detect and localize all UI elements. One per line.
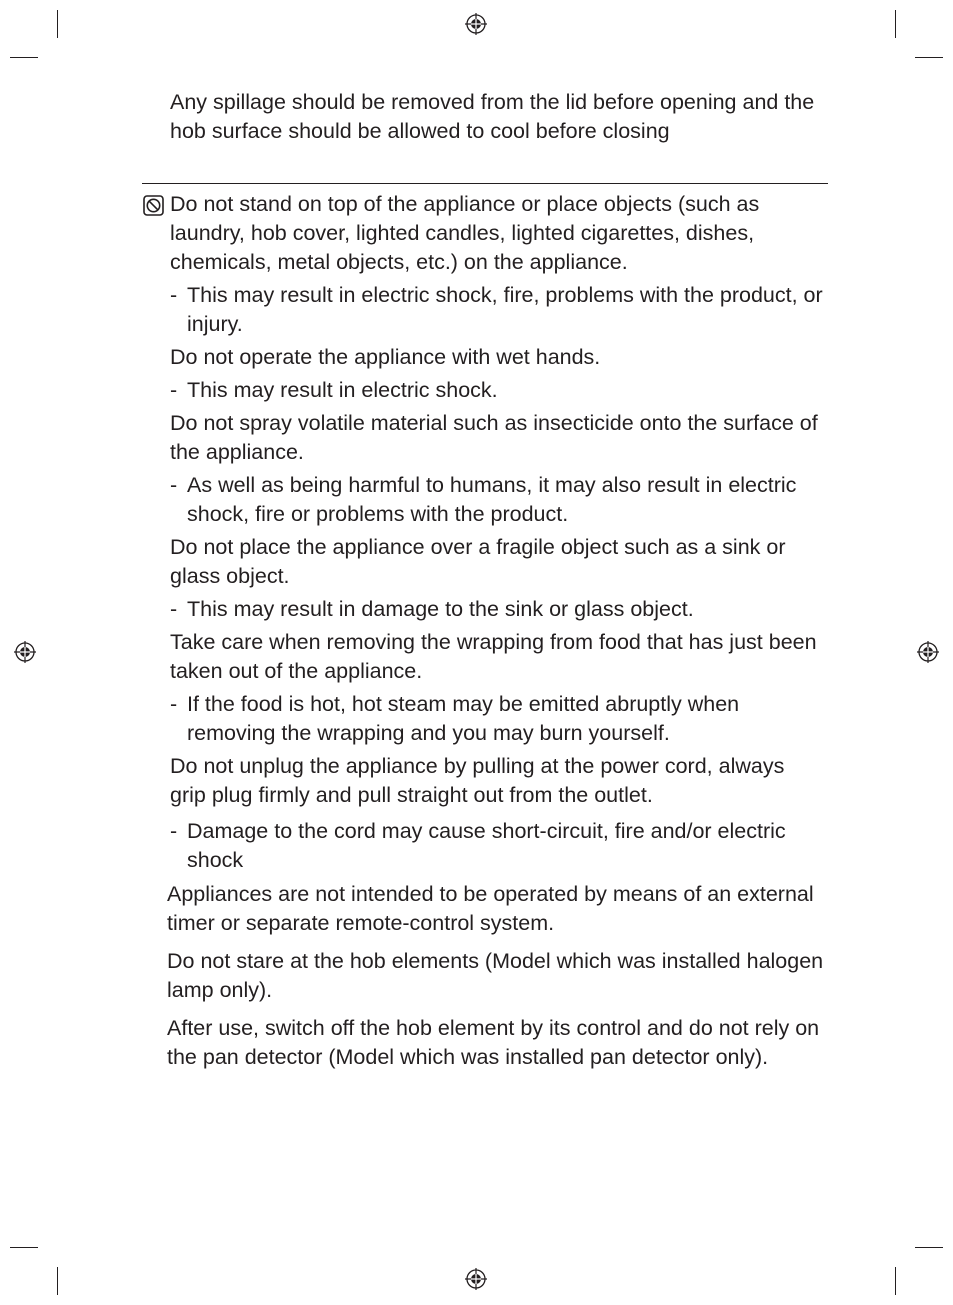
crop-mark xyxy=(57,1267,58,1295)
warning-list xyxy=(170,190,825,875)
section-divider xyxy=(142,183,828,184)
warning-note: - This may result in electric shock. xyxy=(170,378,498,402)
notice-text: After use, switch off the hob element by its control and do not rely on the pan detector (Model which was installed pan detector only). xyxy=(167,1016,820,1069)
crop-mark xyxy=(10,57,38,58)
warning-note: - This may result in damage to the sink or glass object. xyxy=(170,597,694,621)
warning-text: Do not unplug the appliance by pulling at the power cord, always grip plug firmly and pull straight out from the outlet. xyxy=(170,754,785,807)
warning-text: Do not operate the appliance with wet hands. xyxy=(170,345,601,369)
warning-item xyxy=(170,190,825,339)
warning-text: Do not place the appliance over a fragile object such as a sink or glass object. xyxy=(170,535,786,588)
warning-item xyxy=(170,533,825,624)
warning-note: - If the food is hot, hot steam may be emitted abruptly when removing the wrapping and you may burn yourself. xyxy=(170,692,740,745)
notice-paragraph xyxy=(167,1014,827,1072)
registration-mark-icon xyxy=(465,1268,487,1290)
crop-mark xyxy=(895,1267,896,1295)
crop-mark xyxy=(895,10,896,38)
registration-mark-icon xyxy=(14,641,36,663)
warning-item xyxy=(170,343,825,405)
crop-mark xyxy=(10,1247,38,1248)
crop-mark xyxy=(915,1247,943,1248)
warning-item xyxy=(170,752,825,875)
warning-item xyxy=(170,409,825,529)
warning-item xyxy=(170,628,825,748)
warning-note: - As well as being harmful to humans, it may also result in electric shock, fire or problems with the product. xyxy=(170,473,797,526)
notice-paragraph xyxy=(167,880,827,938)
notice-text: Appliances are not intended to be operated by means of an external timer or separate remote-control system. xyxy=(167,882,814,935)
prohibited-icon xyxy=(143,195,164,216)
crop-mark xyxy=(915,57,943,58)
warning-note: - This may result in electric shock, fire, problems with the product, or injury. xyxy=(170,283,823,336)
registration-mark-icon xyxy=(465,13,487,35)
crop-mark xyxy=(57,10,58,38)
intro-paragraph: Any spillage should be removed from the lid before opening and the hob surface should be allowed to cool before closing xyxy=(170,90,815,143)
registration-mark-icon xyxy=(917,641,939,663)
warning-text: Do not spray volatile material such as insecticide onto the surface of the appliance. xyxy=(170,411,818,464)
notice-text: Do not stare at the hob elements (Model which was installed halogen lamp only). xyxy=(167,949,824,1002)
notice-paragraph xyxy=(167,947,827,1005)
warning-text: Take care when removing the wrapping from food that has just been taken out of the appliance. xyxy=(170,630,817,683)
warning-note: - Damage to the cord may cause short-circuit, fire and/or electric shock xyxy=(170,819,786,872)
warning-text: Do not stand on top of the appliance or place objects (such as laundry, hob cover, lighted candles, lighted cigarettes, dishes, chemicals, metal objects, etc.) on the appliance. xyxy=(170,192,760,274)
